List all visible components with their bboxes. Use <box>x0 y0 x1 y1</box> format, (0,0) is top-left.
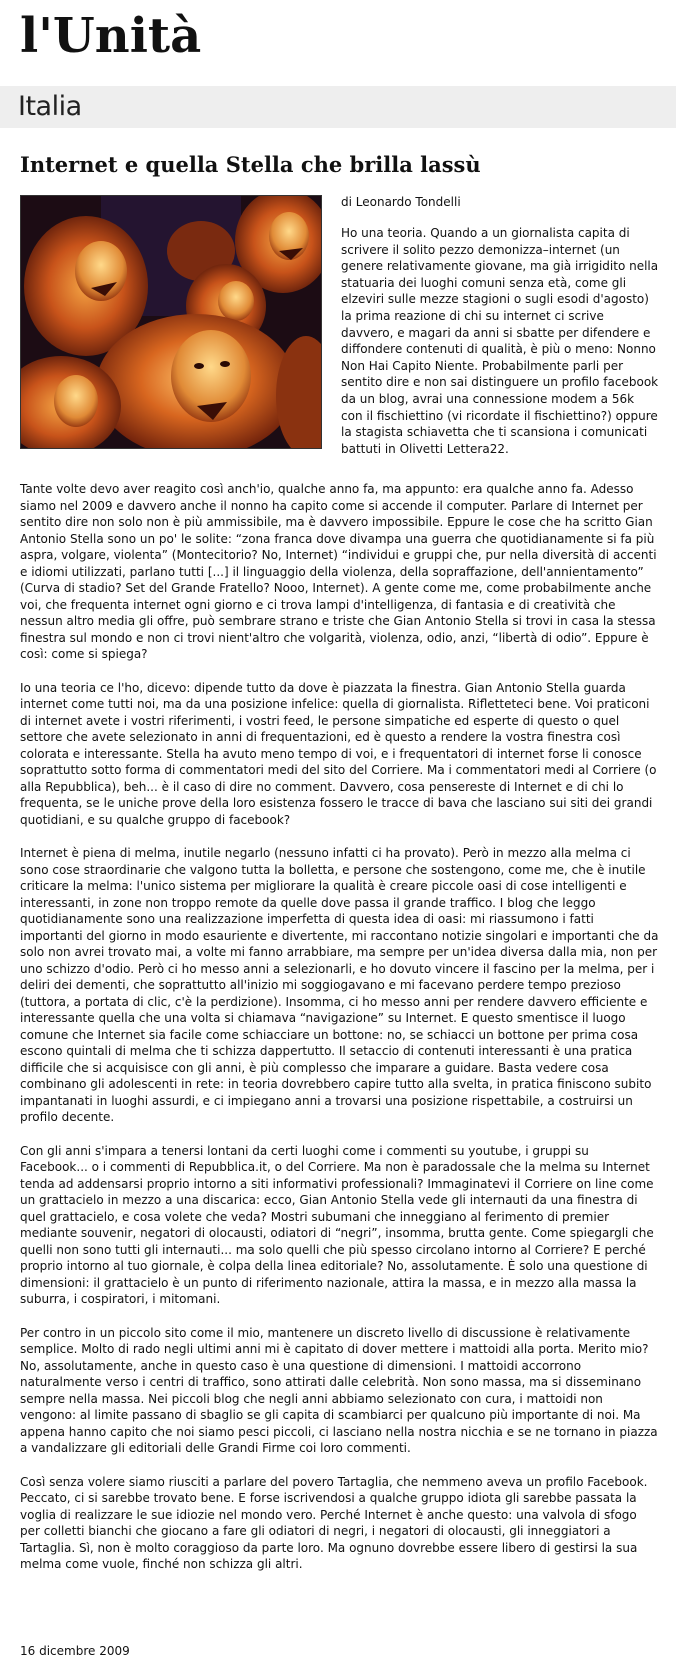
article-paragraph: Con gli anni s'impara a tenersi lontani da certi luoghi come i commenti su youtube, i gruppi su Facebook... o i commenti di Repubblica.it, o del Corriere. Ma non è paradossale che la melma su Internet tenda ad addensarsi proprio intorno a siti informativi professionali? Immaginatevi il Corriere on line come un grattacielo in mezzo a una discarica: ecco, Gian Antonio Stella vede gli internauti da una finestra di quel grattacielo, e cosa volete che veda? Mostri subumani che inneggiano al ferimento di premier mediante souvenir, negatori di olocausti, odiatori di “negri”, insomma, brutta gente. Come spiegargli che quelli non sono tutti gli internauti... ma solo quelli che più spesso circolano intorno al Corriere? E perché proprio intorno al tuo giornale, è colpa della linea editoriale? No, assolutamente. È solo una questione di dimensioni: il grattacielo è un punto di riferimento nazionale, attira la massa, e in mezzo alla massa la suburra, i cospiratori, i mitomani. <box>20 1143 654 1306</box>
article-paragraph: Così senza volere siamo riusciti a parlare del povero Tartaglia, che nemmeno aveva un profilo Facebook. Peccato, ci si sarebbe trovato bene. E forse iscrivendosi a qualche gruppo idiota gli sarebbe passata la voglia di realizzare le sue idiozie nel mondo vero. Perché Internet è anche questo: una valvola di sfogo per colletti bianchi che giocano a fare gli odiatori di negri, i negatori di olocausti, gli inneggiatori a Tartaglia. Sì, non è molto coraggioso da parte loro. Ma ognuno dovrebbe essere libero di gestirsi la sua melma come vuole, finché non schizza gli altri. <box>20 1474 648 1571</box>
article-body <box>20 481 660 1590</box>
article-paragraph: Per contro in un piccolo sito come il mio, mantenere un discreto livello di discussione è relativamente semplice. Molto di rado negli ultimi anni mi è capitato di dover mettere i mattoidi alla porta. Merito mio? No, assolutamente, anche in questo caso è una questione di dimensioni. I mattoidi accorrono naturalmente verso i centri di traffico, sono attirati dalle celebrità. Non sono massa, ma si disseminano sempre nella massa. Nei piccoli blog che negli anni abbiamo selezionato con cura, i mattoidi non vengono: al limite passano di sbaglio se gli capita di scambiarci per qualcuno più importante di noi. Ma appena hanno capito che noi siamo pesci piccoli, ci lasciano nella nostra nicchia e se ne tornano in piazza a vandalizzare gli editoriali delle Grandi Firme coi loro commenti. <box>20 1325 658 1455</box>
article-lead-paragraph: Ho una teoria. Quando a un giornalista capita di scrivere il solito pezzo demonizza–internet (un genere relativamente giovane, ma già irrigidito nella statuaria dei luoghi comuni senza età, come gli elzeviri sulle mezze stagioni o sugli esodi d'agosto) la prima reazione di chi su internet ci scrive davvero, e magari da anni si sbatte per difendere e diffondere contenuti di qualità, è più o meno: Nonno Non Hai Capito Niente. Probabilmente parli per sentito dire e non sai distinguere un profilo facebook da un blog, avrai una connessione modem a 56k con il fischiettino (vi ricordate il fischiettino?) oppure la stagista schiavetta che ti scansiona i comunicati battuti in Olivetti Lettera22. <box>341 226 659 456</box>
article-paragraph: Io una teoria ce l'ho, dicevo: dipende tutto da dove è piazzata la finestra. Gian Antonio Stella guarda internet come tutti noi, ma da una posizione infelice: quella di giornalista. Rifletteteci bene. Voi praticoni di internet avete i vostri riferimenti, i vostri feed, le persone simpatiche ed esperte di questo o quel settore che avete selezionato in anni di frequentazioni, ed è questo a rendere la vostra finestra così colorata e interessante. Stella ha avuto meno tempo di voi, e i frequentatori di internet forse li conosce soprattutto sotto forma di commentatori medi del sito del Corriere. Ma i commentatori medi al Corriere (o alla Repubblica), beh... è il caso di dire no comment. Davvero, cosa pensereste di Internet e di chi lo frequenta, se le uniche prove della loro esistenza fossero le tracce di bava che lasciano sui siti dei grandi quotidiani, e su qualche gruppo di facebook? <box>20 680 657 827</box>
article-image <box>20 195 322 449</box>
section-bar <box>0 86 676 128</box>
article-byline: di Leonardo Tondelli <box>341 195 461 209</box>
article-title: Internet e quella Stella che brilla lassù <box>20 152 481 177</box>
article-paragraph: Internet è piena di melma, inutile negarlo (nessuno infatti ci ha provato). Però in mezzo alla melma ci sono cose straordinarie che valgono tutta la bolletta, e persone che sostengono, come me, che è inutile criticare la melma: l'unico sistema per migliorare la qualità è creare piccole oasi di cose intelligenti e interessanti, in zone non troppo remote da quelle dove passa il grande traffico. I blog che leggo quotidianamente sono una realizzazione imperfetta di questa idea di oasi: mi riassumono i fatti importanti del giorno in modo esauriente e divertente, mi raccontano notizie singolari e importanti che da solo non avrei trovato mai, a volte mi fanno arrabbiare, ma sempre per un'idea diversa dalla mia, non per uno schizzo d'odio. Però ci ho messo anni a selezionarli, e ho dovuto vincere il fascino per la melma, per i deliri dei dementi, che soprattutto all'inizio mi soggiogavano e mi facevano perdere tempo prezioso (tuttora, a portata di clic, c'è la perdizione). Insomma, ci ho messo anni per rendere davvero efficiente e interessante quella che una volta si chiamava “navigazione” su Internet. E questo smentisce il luogo comune che Internet sia facile come schiacciare un bottone: no, se schiacci un bottone per prima cosa escono quintali di melma che ti schizza dappertutto. Il setaccio di contenuti interessanti è una pratica difficile che si acquisisce con gli anni, è più complesso che imparare a guidare. Basta vedere cosa combinano gli adolescenti in rete: in teoria dovrebbero capire tutto alla svelta, in pratica finiscono subito impantanati in luoghi assurdi, e ci impiegano anni a trovarsi una posizione rispettabile, a costruirsi un profilo decente. <box>20 846 659 1124</box>
article-paragraph: Tante volte devo aver reagito così anch'io, qualche anno fa, ma appunto: era qualche anno fa. Adesso siamo nel 2009 e davvero anche il nonno ha capito come si accende il computer. Parlare di Internet per sentito dire non solo non è più ammissibile, ma è davvero impossibile. Eppure le cose che ha scritto Gian Antonio Stella sono un po' le solite: “zona franca dove divampa una guerra che quotidianamente si fa più aspra, volgare, violenta” (Montecitorio? No, Internet) “individui e gruppi che, pur nella diversità di accenti e idiomi utilizzati, parlano tutti [...] il linguaggio della violenza, della sopraffazione, dell'annientamento” (Curva di stadio? Set del Grande Fratello? Nooo, Internet). A gente come me, come probabilmente anche voi, che frequenta internet ogni giorno e ci trova lampi d'intelligenza, di fantasia e di creatività che nessun altro media gli offre, può sembrare strano e triste che Gian Antonio Stella si trovi in casa la stessa finestra sul mondo e non ci trovi nient'altro che volgarità, violenza, odio, anzi, “libertà di odio”. Eppure è così: come si spiega? <box>20 482 657 661</box>
masthead-logo: l'Unità <box>20 8 202 64</box>
section-label: Italia <box>18 91 82 122</box>
article-date: 16 dicembre 2009 <box>20 1644 130 1658</box>
